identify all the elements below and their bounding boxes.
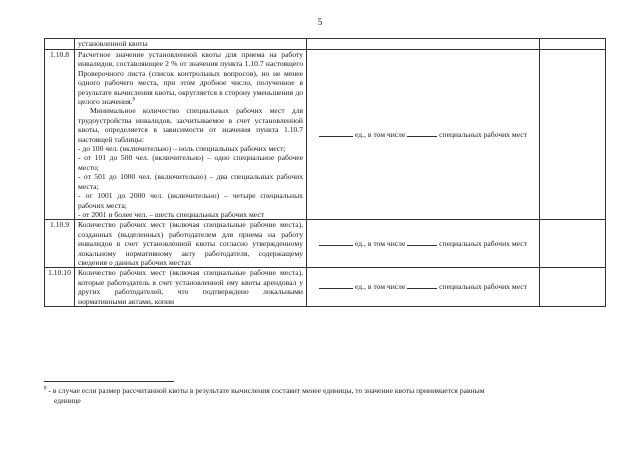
list-item: - до 100 чел. (включительно) – ноль специальных рабочих мест;: [78, 144, 286, 154]
footnote-separator: [44, 381, 174, 382]
blank-units[interactable]: [319, 239, 353, 246]
list-item: - от 1001 до 2000 чел. (включительно) – четыре специальных рабочих места;: [78, 191, 303, 210]
blank-special[interactable]: [407, 239, 437, 246]
table-row: [45, 39, 606, 50]
table-row: [45, 268, 606, 307]
row-number: 1.10.9: [45, 220, 75, 268]
table-row: [45, 50, 606, 220]
extra-cell: [540, 268, 606, 307]
table-row: [45, 220, 606, 268]
row-number: 1.10.8: [45, 50, 75, 220]
footnote: [44, 386, 604, 406]
list-item: - от 2001 и более чел. – шесть специальных рабочих мест: [78, 209, 265, 219]
extra-cell: [540, 39, 606, 50]
row-number: 1.10.10: [45, 268, 75, 307]
extra-cell: [540, 220, 606, 268]
page-number: 5: [317, 17, 323, 27]
row-text: установленной квоты: [75, 39, 307, 50]
row-text: [75, 50, 307, 220]
extra-cell: [540, 50, 606, 220]
answer-cell: [307, 39, 540, 50]
footnote-continuation: единице: [54, 396, 81, 405]
answer-label: ед., в том числе: [355, 129, 406, 139]
list-item: - от 101 до 500 чел. (включительно) – одно специальное рабочее место;: [78, 153, 303, 172]
answer-label: специальных рабочих мест: [439, 282, 527, 292]
answer-label: ед., в том числе: [355, 282, 406, 292]
answer-cell: [307, 268, 540, 307]
row-text: Количество рабочих мест (включая специальные рабочие места), созданных (выделенных) работодателем для приема на работу инвалидов в счет установленной квоты согласно утвержденному локальному нормативному акту работодателя, содержащему сведения о данных рабочих местах: [75, 220, 307, 268]
answer-label: специальных рабочих мест: [439, 239, 527, 249]
answer-cell: [307, 220, 540, 268]
checklist-table: [44, 38, 606, 307]
footnote-text: - в случае если размер рассчитанной квоты в результате вычисления составит менее единицы, то значение квоты принимается равным: [48, 386, 485, 395]
row-text: Количество рабочих мест (включая специальные рабочие места), которые работодатель в счет установленной ему квоты арендовал у других работодателей, что подтверждено локальными нормативными актами, копии: [75, 268, 307, 307]
paragraph: Минимальное количество специальных рабочих мест для трудоустройства инвалидов, засчитываемое в счет установленной квоты, определяется в зависимости от значения пункта 1.10.7 настоящей таблицы:: [78, 106, 303, 144]
footnote-ref[interactable]: 8: [132, 97, 135, 103]
blank-special[interactable]: [407, 130, 437, 137]
answer-label: ед., в том числе: [355, 239, 406, 249]
blank-units[interactable]: [319, 130, 353, 137]
row-number: [45, 39, 75, 50]
blank-special[interactable]: [407, 282, 437, 289]
answer-label: специальных рабочих мест: [439, 129, 527, 139]
paragraph: Расчетное значение установленной квоты для приема на работу инвалидов, составляющее 2 % от значения пункта 1.10.7 настоящего Проверочного листа (список контрольных вопросов), но не менее одного рабочего места, при этом дробное число, полученное в результате вычисления квоты, округляется в сторону уменьшения до целого значения.: [78, 50, 303, 107]
answer-cell: [307, 50, 540, 220]
footnote-marker: 8: [44, 386, 47, 392]
list-item: - от 501 до 1000 чел. (включительно) – два специальных рабочих места;: [78, 172, 303, 191]
blank-units[interactable]: [319, 282, 353, 289]
